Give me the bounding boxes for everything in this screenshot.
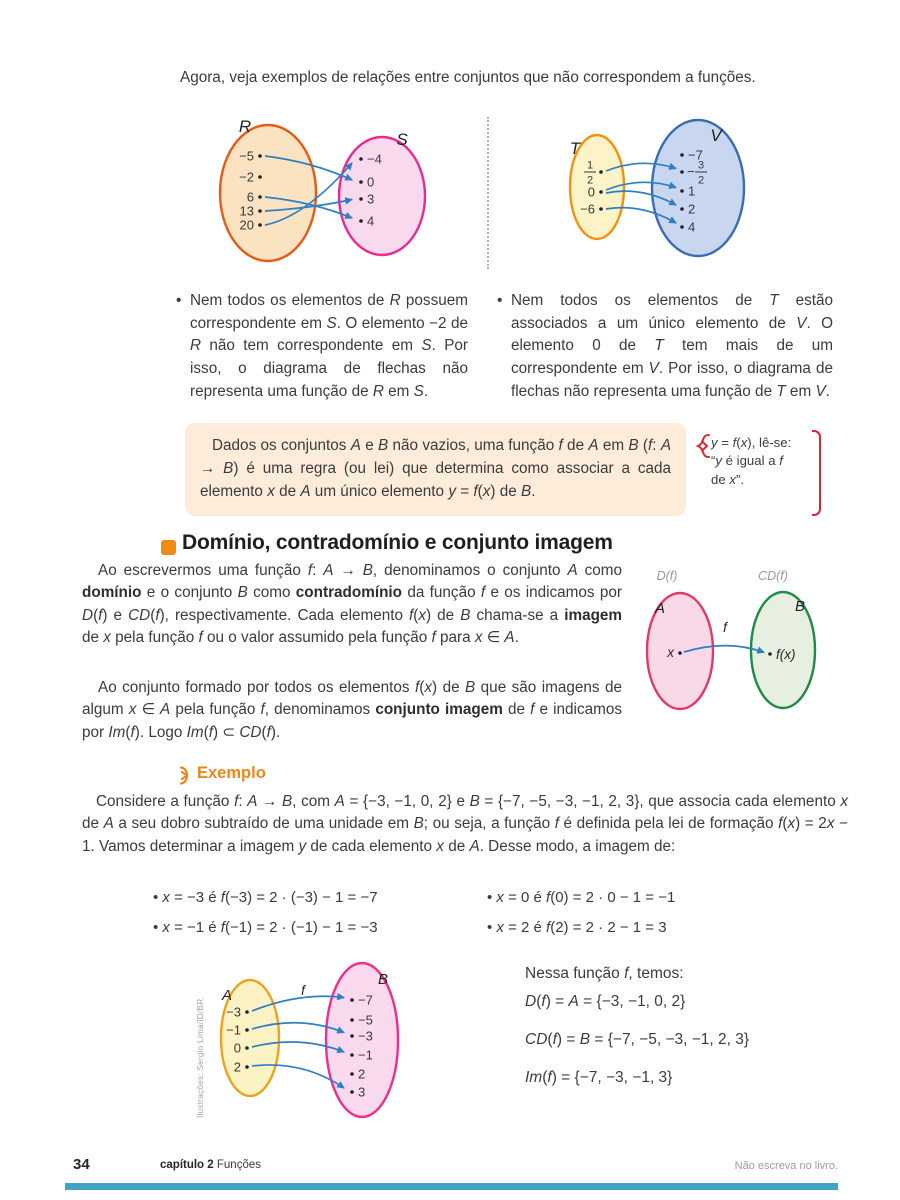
definition-box [185, 423, 686, 516]
element-dot [599, 170, 603, 174]
element-label: 0 [587, 184, 595, 200]
element-dot [245, 1046, 249, 1050]
set-label-t: T [569, 139, 581, 158]
definition-text: Dados os conjuntos A e B não vazios, uma função f de A em B (f: A → B) é uma regra (ou lei) que determina como associar a cada elemento x de A um único elemento y = f(x) de B. [200, 437, 672, 500]
element-dot [599, 190, 603, 194]
set-label-b: B [377, 971, 389, 988]
element-label: −5 [358, 1012, 373, 1028]
set-label-r: R [238, 117, 252, 136]
set-label-b: B [794, 598, 806, 615]
element-label: −5 [239, 148, 254, 164]
note-line: de x”. [711, 471, 744, 487]
element-label: −7 [688, 147, 703, 163]
element-dot [359, 180, 363, 184]
side-note [695, 430, 821, 516]
element-label: 1 [688, 183, 696, 199]
example-paragraph: Considere a função f: A → B, com A = {−3, −1, 0, 2} e B = {−7, −5, −3, −1, 2, 3}, que associa cada elemento x de A a seu dobro subtraído de uma unidade em B; ou seja, a função f é definida pela lei de formação f(x) = 2x − 1. Vamos determinar a imagem y de cada elemento x de A. Desse modo, a imagem de: [82, 793, 848, 855]
element-dot [680, 207, 684, 211]
element-label: 0 [367, 174, 375, 190]
note-line: y = f(x), lê-se: [711, 435, 792, 450]
element-label: 3 [367, 191, 375, 207]
element-dot [350, 998, 354, 1002]
element-dot [768, 652, 772, 656]
element-label: 2 [233, 1059, 241, 1075]
set-label-s: S [396, 130, 408, 149]
observation-left [176, 290, 468, 403]
element-dot [680, 153, 684, 157]
example-chevron-icon [178, 766, 192, 786]
element-dot [599, 207, 603, 211]
element-dot [245, 1028, 249, 1032]
element-label: −1 [226, 1022, 241, 1038]
bullet-dot: • [176, 292, 182, 309]
venn-diagram-r-s [195, 110, 465, 278]
element-label: −7 [358, 992, 373, 1008]
note-pointer-icon [695, 433, 711, 459]
element-dot [359, 219, 363, 223]
result-line: Im(f) = {−7, −3, −1, 3} [525, 1069, 673, 1086]
domain-codomain-diagram [630, 556, 865, 738]
venn-diagram-t-v [545, 110, 845, 280]
element-dot [359, 197, 363, 201]
set-ellipse-r [220, 125, 316, 261]
element-label: 2 [688, 201, 696, 217]
element-label: −1 [358, 1047, 373, 1063]
illustration-credit: Ilustrações: Sergio Lima/ID/BR [195, 998, 205, 1118]
element-dot [258, 195, 262, 199]
element-label: −2 [239, 169, 254, 185]
element-dot [350, 1072, 354, 1076]
element-dot [245, 1010, 249, 1014]
bullet-dot: • [497, 292, 503, 309]
fraction-numerator: 1 [586, 159, 594, 172]
set-label-a: A [654, 600, 666, 617]
element-dot [258, 154, 262, 158]
element-label: −6 [580, 201, 595, 217]
section-title: Domínio, contradomínio e conjunto imagem [182, 531, 613, 554]
section-paragraph-1: Ao escrevermos uma função f: A → B, denominamos o conjunto A como domínio e o conjunto B como contradomínio da função f e os indicamos por D(f) e CD(f), respectivamente. Cada elemento f(x) de B chama-se a imagem de x pela função f ou o valor assumido pela função f para x ∈ A. [82, 562, 623, 647]
element-label: 3 [358, 1084, 366, 1100]
element-dot [350, 1090, 354, 1094]
f-label: f [301, 983, 305, 998]
footer-page-number: 34 [73, 1156, 90, 1173]
footer-chapter [160, 1159, 261, 1171]
footer-chapter-title: Funções [216, 1159, 261, 1171]
set-label-a: A [221, 987, 233, 1004]
footer-bar [65, 1183, 838, 1190]
element-label: −3 [358, 1028, 373, 1044]
codomain-label: CD(f) [758, 569, 788, 583]
domain-label: D(f) [656, 569, 678, 583]
fraction-sign: − [687, 164, 695, 179]
result-line: CD(f) = B = {−7, −5, −3, −1, 2, 3} [525, 1031, 750, 1048]
equation-item: • x = −1 é f(−1) = 2 · (−1) − 1 = −3 [153, 919, 378, 936]
set-label-v: V [710, 126, 722, 145]
footer-note: Não escreva no livro. [734, 1160, 838, 1172]
element-label: −4 [367, 151, 382, 167]
section-paragraph-2: Ao conjunto formado por todos os elementos f(x) de B que são imagens de algum x ∈ A pela função f, denominamos conjunto imagem de f e indicamos por Im(f). Logo Im(f) ⊂ CD(f). [82, 679, 623, 741]
element-dot [245, 1065, 249, 1069]
equation-item: • x = 2 é f(2) = 2 · 2 − 1 = 3 [487, 919, 667, 936]
fx-label: f(x) [776, 647, 796, 662]
observation-left-text: Nem todos os elementos de R possuem correspondente em S. O elemento −2 de R não tem correspondente em S. Por isso, o diagrama de flechas não representa uma função de R em S. [190, 292, 468, 400]
fraction-numerator: 3 [697, 159, 705, 172]
element-dot [350, 1053, 354, 1057]
element-label: 4 [367, 213, 375, 229]
example-heading: Exemplo [197, 764, 266, 782]
element-label: −3 [226, 1004, 241, 1020]
element-dot [680, 225, 684, 229]
element-dot [350, 1018, 354, 1022]
element-dot [359, 157, 363, 161]
observation-right [497, 290, 833, 403]
section-marker [161, 540, 176, 555]
element-label: 20 [239, 217, 254, 233]
element-dot [258, 223, 262, 227]
element-label: 2 [358, 1066, 366, 1082]
element-label: 4 [688, 219, 696, 235]
element-dot [678, 651, 682, 655]
element-dot [258, 175, 262, 179]
footer-chapter-label: capítulo 2 [160, 1159, 214, 1171]
element-label: 0 [233, 1040, 241, 1056]
element-dot [350, 1034, 354, 1038]
equation-item: • x = 0 é f(0) = 2 · 0 − 1 = −1 [487, 889, 675, 906]
results-title: Nessa função f, temos: [525, 965, 684, 982]
element-label: 13 [239, 203, 254, 219]
f-label: f [723, 620, 727, 635]
intro-paragraph: Agora, veja exemplos de relações entre conjuntos que não correspondem a funções. [180, 69, 756, 86]
set-ellipse-s [339, 137, 425, 255]
column-divider [487, 117, 489, 269]
result-line: D(f) = A = {−3, −1, 0, 2} [525, 993, 686, 1010]
element-dot [680, 170, 684, 174]
set-ellipse-v [652, 120, 744, 256]
note-text [711, 430, 810, 516]
note-line: “y é igual a f [711, 453, 783, 469]
element-dot [680, 189, 684, 193]
fraction-denominator: 2 [697, 174, 705, 187]
fraction-denominator: 2 [586, 174, 594, 187]
element-dot [258, 209, 262, 213]
equation-item: • x = −3 é f(−3) = 2 · (−3) − 1 = −7 [153, 889, 378, 906]
function-diagram-a-b [115, 948, 425, 1133]
x-label: x [667, 645, 674, 660]
note-bracket [812, 430, 821, 516]
observation-right-text: Nem todos os elementos de T estão associados a um único elemento de V. O elemento 0 de T tem mais de um correspondente em V. Por isso, o diagrama de flechas não representa uma função de T em V. [511, 292, 834, 400]
element-label: 6 [246, 189, 254, 205]
